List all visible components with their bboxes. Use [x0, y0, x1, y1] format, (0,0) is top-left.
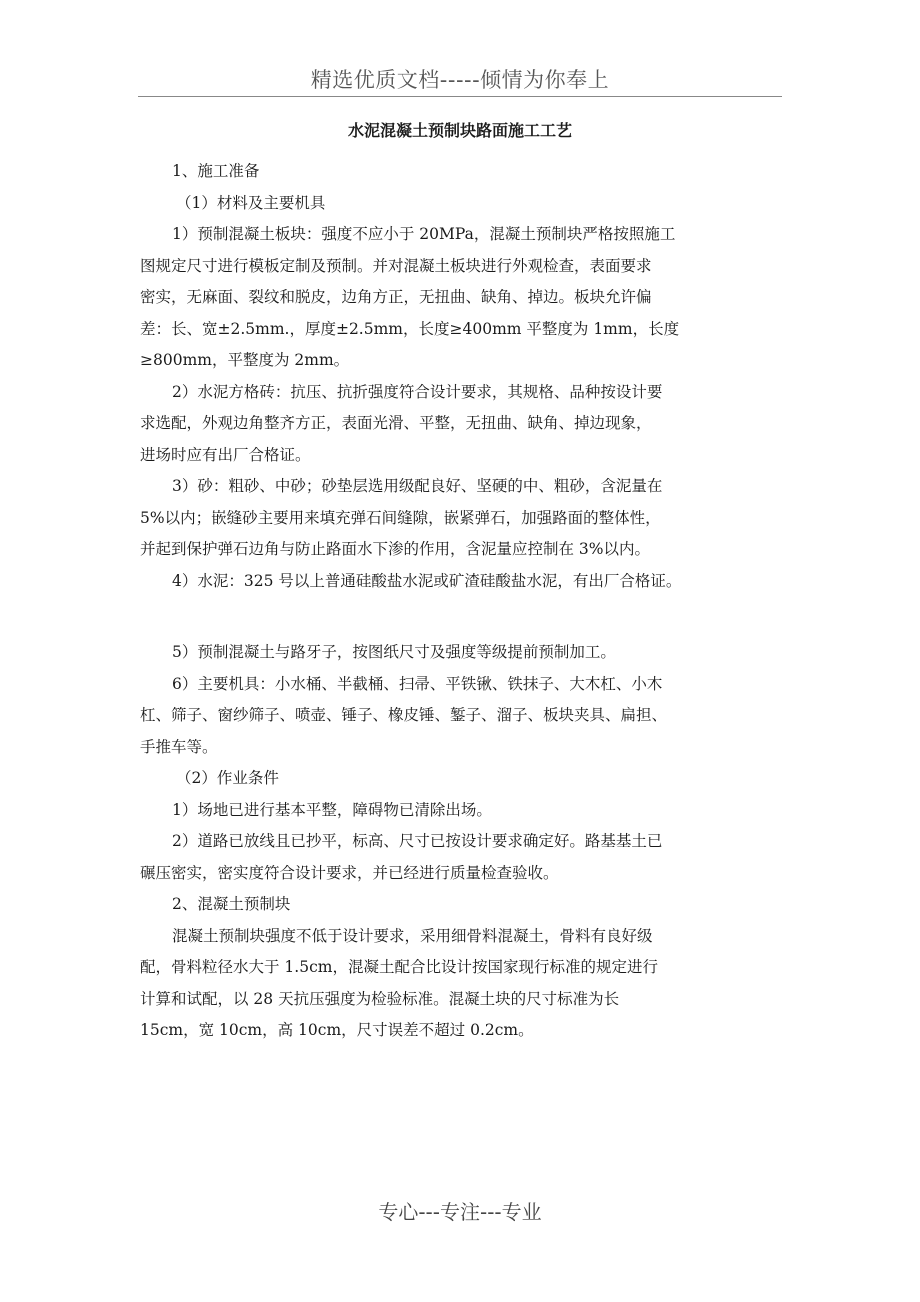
section-heading: 2、混凝土预制块 [172, 895, 291, 913]
paragraph-line: 1）场地已进行基本平整，障碍物已清除出场。 [172, 800, 492, 819]
paragraph-line: 3）砂：粗砂、中砂；砂垫层选用级配良好、坚硬的中、粗砂，含泥量在 [172, 477, 663, 495]
header-divider [138, 96, 782, 97]
section-heading: 1、施工准备 [172, 162, 260, 180]
paragraph-line: 计算和试配，以 28 天抗压强度为检验标准。混凝土块的尺寸标准为长 [140, 989, 620, 1008]
paragraph-line: 密实，无麻面、裂纹和脱皮，边角方正，无扭曲、缺角、掉边。板块允许偏 [140, 288, 652, 306]
paragraph-line: 15cm，宽 10cm，高 10cm，尺寸误差不超过 0.2cm。 [140, 1021, 534, 1039]
paragraph-line: ≥800mm，平整度为 2mm。 [140, 351, 350, 369]
paragraph-line: 碾压密实，密实度符合设计要求，并已经进行质量检查验收。 [140, 863, 559, 882]
subsection-heading: （2）作业条件 [176, 769, 279, 787]
document-title: 水泥混凝土预制块路面施工工艺 [347, 121, 572, 140]
document-body [140, 156, 770, 1047]
paragraph-line: 手推车等。 [140, 737, 218, 756]
paragraph-line: 图规定尺寸进行模板定制及预制。并对混凝土板块进行外观检查，表面要求 [140, 256, 652, 275]
page-footer: 专心---专注---专业 [378, 1200, 542, 1224]
paragraph-line: 4）水泥：325 号以上普通硅酸盐水泥或矿渣硅酸盐水泥，有出厂合格证。 [172, 571, 682, 590]
paragraph-line: 6）主要机具：小水桶、半截桶、扫帚、平铁锹、铁抹子、大木杠、小木 [172, 674, 663, 693]
paragraph-line: 杠、筛子、窗纱筛子、喷壶、锤子、橡皮锤、錾子、溜子、板块夹具、扁担、 [140, 706, 668, 724]
paragraph-line: 1）预制混凝土板块：强度不应小于 20MPa，混凝土预制块严格按照施工 [172, 225, 676, 243]
subsection-heading: （1）材料及主要机具 [176, 193, 326, 212]
paragraph-line: 并起到保护弹石边角与防止路面水下渗的作用，含泥量应控制在 3%以内。 [140, 540, 651, 558]
paragraph-line: 混凝土预制块强度不低于设计要求，采用细骨料混凝土，骨料有良好级 [172, 926, 653, 945]
paragraph-spacer [140, 597, 770, 637]
paragraph-line: 求选配，外观边角整齐方正，表面光滑、平整，无扭曲、缺角、掉边现象， [140, 414, 652, 432]
paragraph-line: 配，骨料粒径水大于 1.5cm，混凝土配合比设计按国家现行标准的规定进行 [140, 958, 658, 976]
page-header: 精选优质文档-----倾情为你奉上 [310, 68, 610, 92]
paragraph-line: 5）预制混凝土与路牙子，按图纸尺寸及强度等级提前预制加工。 [172, 643, 616, 661]
paragraph-line: 进场时应有出厂合格证。 [140, 445, 311, 464]
paragraph-line: 差：长、宽±2.5mm.，厚度±2.5mm，长度≥400mm 平整度为 1mm，长度 [140, 319, 680, 338]
paragraph-line: 2）水泥方格砖：抗压、抗折强度符合设计要求，其规格、品种按设计要 [172, 382, 663, 401]
paragraph-line: 2）道路已放线且已抄平，标高、尺寸已按设计要求确定好。路基基土已 [172, 832, 663, 850]
paragraph-line: 5%以内；嵌缝砂主要用来填充弹石间缝隙，嵌紧弹石，加强路面的整体性， [140, 508, 661, 527]
